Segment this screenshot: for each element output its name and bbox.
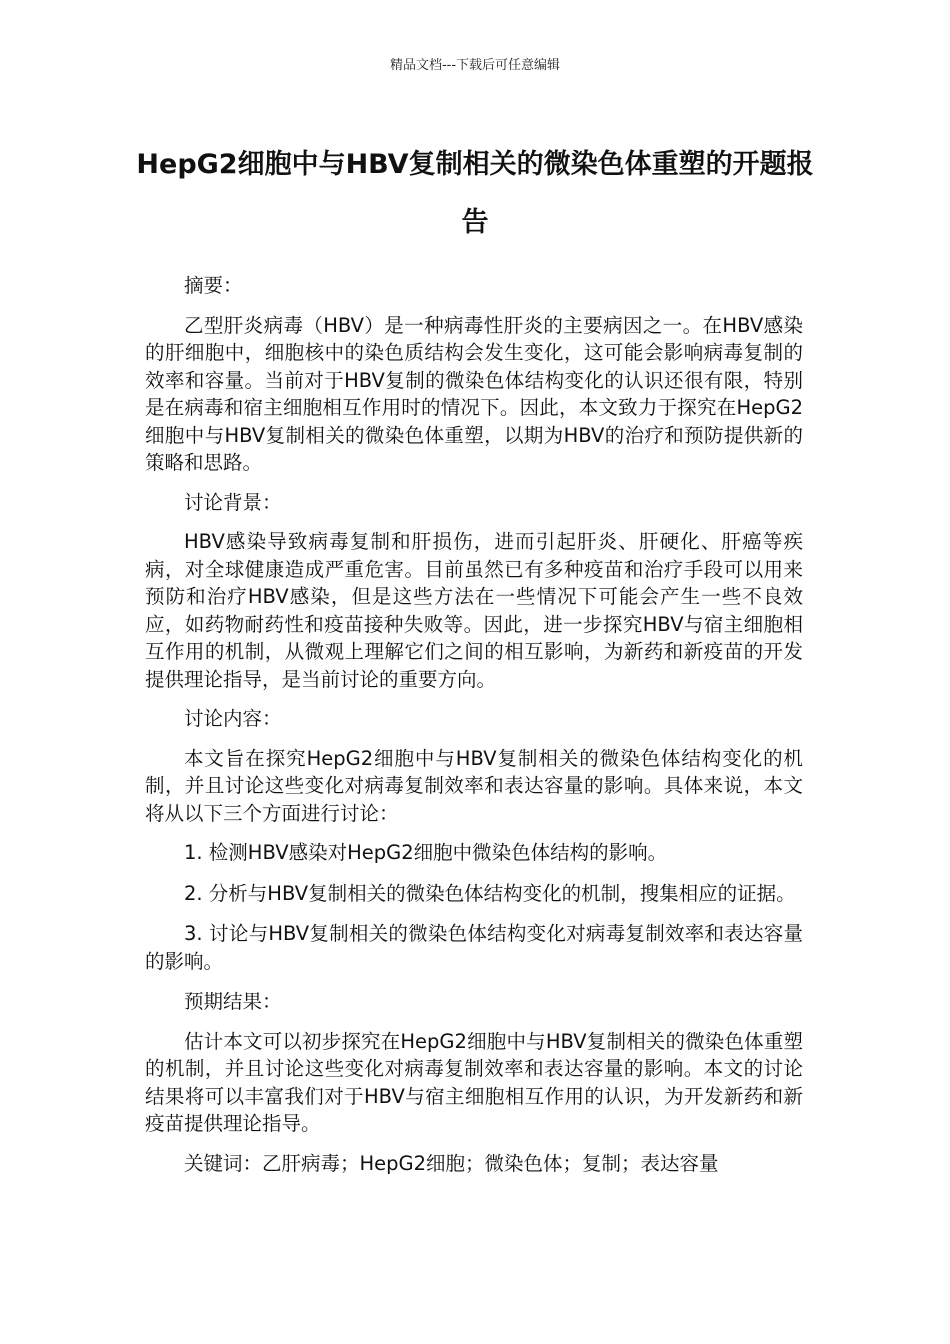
list-item: 3. 讨论与HBV复制相关的微染色体结构变化对病毒复制效率和表达容量的影响。 xyxy=(145,922,803,973)
keywords-line: 关键词：乙肝病毒；HepG2细胞；微染色体；复制；表达容量 xyxy=(184,1151,719,1175)
list-item: 1. 检测HBV感染对HepG2细胞中微染色体结构的影响。 xyxy=(184,841,668,864)
abstract-paragraph: 乙型肝炎病毒（HBV）是一种病毒性肝炎的主要病因之一。在HBV感染的肝细胞中，细胞核中的染色质结构会发生变化，这可能会影响病毒复制的效率和容量。当前对于HBV复制的微染色体结构变化的认识还很有限，特别是在病毒和宿主细胞相互作用时的情况下。因此，本文致力于探究在HepG2细胞中与HBV复制相关的微染色体重塑，以期为HBV的治疗和预防提供新的策略和思路。 xyxy=(145,313,803,474)
background-heading: 讨论背景： xyxy=(184,490,282,514)
content-paragraph: 本文旨在探究HepG2细胞中与HBV复制相关的微染色体结构变化的机制，并且讨论这些变化对病毒复制效率和表达容量的影响。具体来说，本文将从以下三个方面进行讨论： xyxy=(145,746,803,825)
results-paragraph: 估计本文可以初步探究在HepG2细胞中与HBV复制相关的微染色体重塑的机制，并且讨论这些变化对病毒复制效率和表达容量的影响。本文的讨论结果将可以丰富我们对于HBV与宿主细胞相互作用的认识，为开发新药和新疫苗提供理论指导。 xyxy=(145,1029,803,1135)
list-item: 2. 分析与HBV复制相关的微染色体结构变化的机制，搜集相应的证据。 xyxy=(184,881,796,905)
document-title: HepG2细胞中与HBV复制相关的微染色体重塑的开题报告 xyxy=(136,149,814,238)
content-heading: 讨论内容： xyxy=(184,707,282,730)
results-heading: 预期结果： xyxy=(184,990,282,1013)
abstract-heading: 摘要： xyxy=(184,274,243,297)
document-body xyxy=(145,272,803,1189)
header-note: 精品文档---下载后可任意编辑 xyxy=(389,58,561,73)
background-paragraph: HBV感染导致病毒复制和肝损伤，进而引起肝炎、肝硬化、肝癌等疾病，对全球健康造成严重危害。目前虽然已有多种疫苗和治疗手段可以用来预防和治疗HBV感染，但是这些方法在一些情况下可能会产生一些不良效应，如药物耐药性和疫苗接种失败等。因此，进一步探究HBV与宿主细胞相互作用的机制，从微观上理解它们之间的相互影响，为新药和新疫苗的开发提供理论指导，是当前讨论的重要方向。 xyxy=(145,530,803,691)
